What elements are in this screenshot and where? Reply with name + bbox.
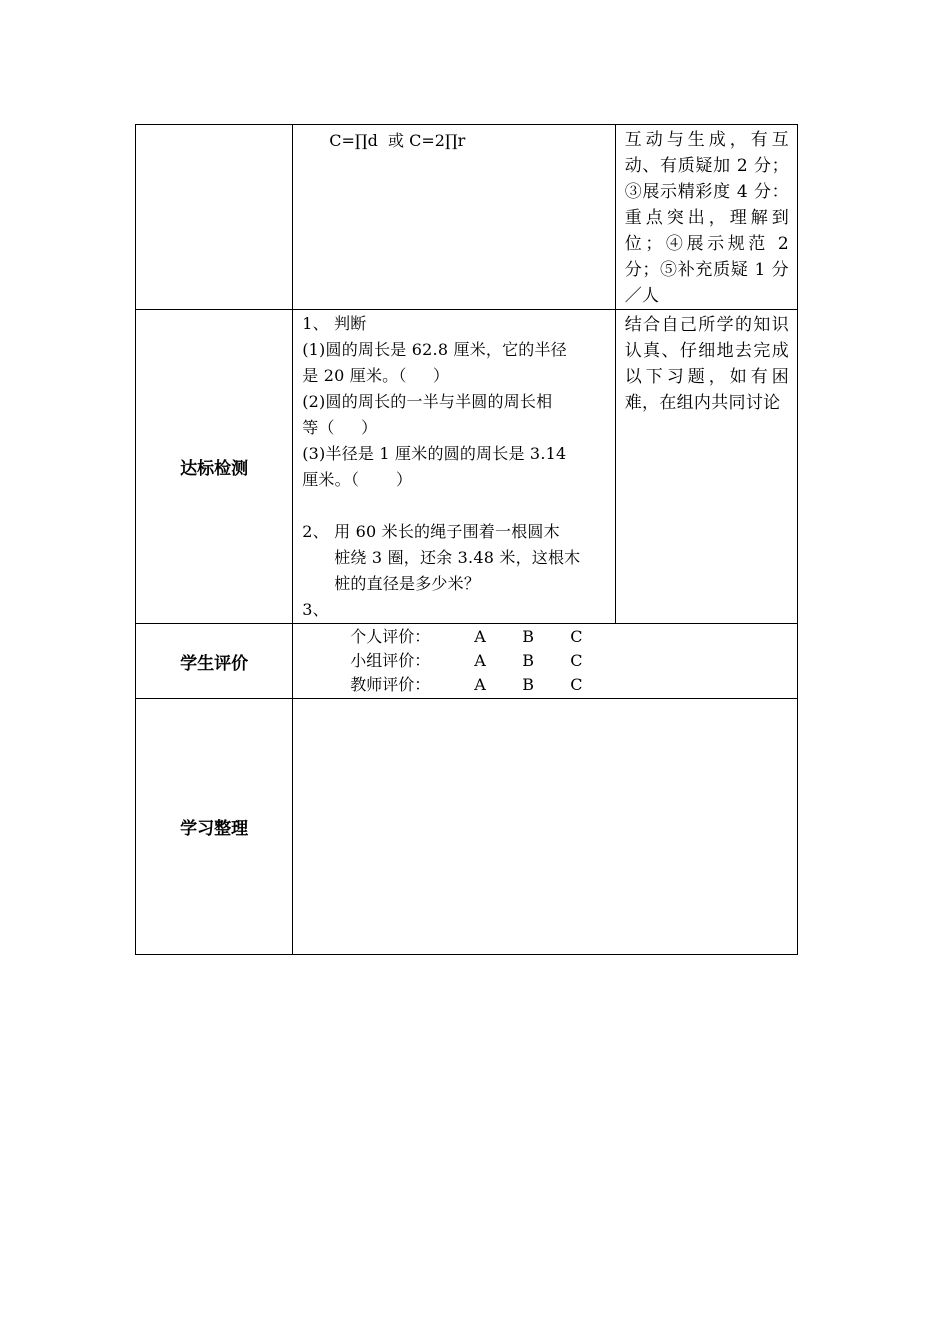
question-2-line: 桩绕 3 圈，还余 3.48 米，这根木 [334, 548, 581, 567]
grade-option: B [522, 651, 534, 670]
question-line: (1)圆的周长是 62.8 厘米，它的半径 [302, 340, 567, 359]
question-line: 等（ ） [302, 418, 378, 437]
circumference-formula: C=∏d 或 C=2∏r [329, 131, 466, 150]
table-row [136, 125, 798, 310]
evaluation-list [293, 624, 797, 697]
table-row [136, 624, 798, 699]
scoring-notes-cell [615, 125, 797, 310]
question-line: (2)圆的周长的一半与半圆的周长相 [302, 392, 553, 411]
summary-label: 学习整理 [136, 699, 293, 955]
grade-option: C [570, 627, 583, 646]
question-line: 是 20 厘米。（ ） [302, 366, 450, 385]
evaluation-item [293, 649, 797, 673]
test-questions [293, 310, 614, 623]
lesson-plan-sheet [135, 124, 798, 932]
lesson-table [135, 124, 798, 955]
evaluation-label: 学生评价 [136, 624, 293, 699]
table-row [136, 310, 798, 624]
evaluation-cell [293, 624, 798, 699]
spacer [302, 493, 608, 519]
summary-cell [293, 699, 798, 955]
evaluation-name: 小组评价： [350, 651, 431, 670]
grade-option: A [474, 627, 486, 646]
question-line: 1、 判断 [302, 314, 367, 333]
evaluation-name: 教师评价： [350, 675, 431, 694]
grade-option: B [522, 675, 534, 694]
row-label-empty [136, 125, 293, 310]
grade-option: C [570, 651, 583, 670]
grade-option: B [522, 627, 534, 646]
question-line: (3)半径是 1 厘米的圆的周长是 3.14 [302, 444, 567, 463]
question-2-line: 2、 用 60 米长的绳子围着一根圆木 [302, 522, 560, 541]
evaluation-name: 个人评价： [350, 627, 431, 646]
evaluation-item [293, 625, 797, 649]
scoring-notes: 互动与生成，有互动、有质疑加 2 分；③展示精彩度 4 分：重点突出，理解到位；④展示规范 2 分；⑤补充质疑 1 分／人 [624, 130, 789, 306]
test-label: 达标检测 [136, 310, 293, 624]
table-row [136, 699, 798, 955]
test-questions-cell [293, 310, 615, 624]
formula-cell [293, 125, 615, 310]
question-3-line: 3、 [302, 600, 329, 619]
question-2-line: 桩的直径是多少米？ [334, 574, 481, 593]
grade-option: A [474, 675, 486, 694]
grade-option: A [474, 651, 486, 670]
question-line: 厘米。（ ） [302, 470, 413, 489]
evaluation-item [293, 673, 797, 697]
grade-option: C [570, 675, 583, 694]
test-instructions: 结合自己所学的知识认真、仔细地去完成以下习题，如有困难，在组内共同讨论 [624, 315, 789, 413]
test-instructions-cell [615, 310, 797, 624]
